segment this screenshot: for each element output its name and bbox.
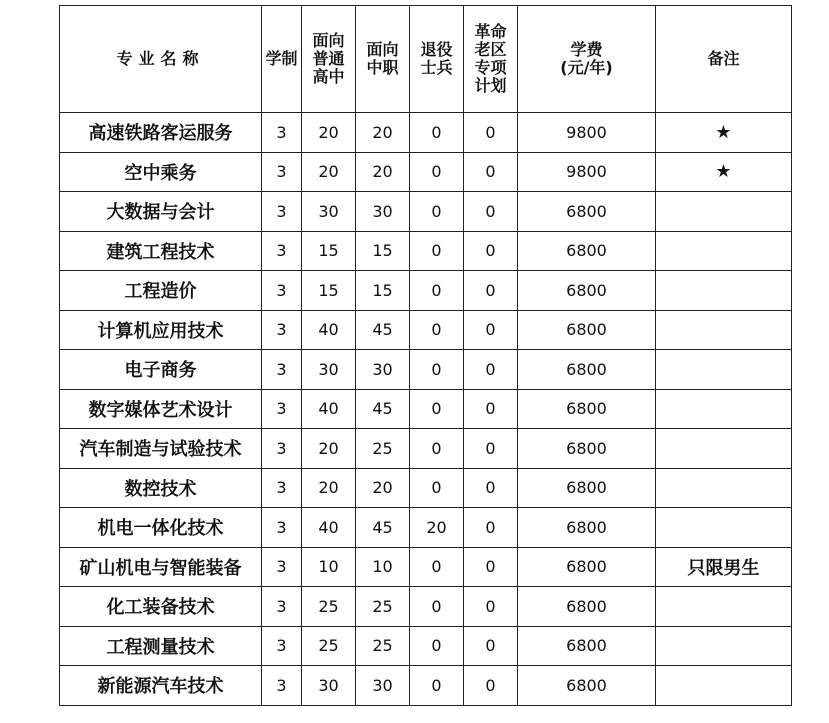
- cell-general-quota: 25: [302, 626, 356, 666]
- cell-revolution-quota: 0: [464, 547, 518, 587]
- header-general-highschool: [302, 6, 356, 113]
- cell-length: 3: [262, 192, 302, 232]
- table-row: [60, 389, 792, 429]
- cell-length: 3: [262, 468, 302, 508]
- cell-note: [656, 468, 792, 508]
- cell-major-name: 矿山机电与智能装备: [60, 547, 262, 587]
- cell-note: ★: [656, 113, 792, 153]
- cell-general-quota: 30: [302, 666, 356, 706]
- cell-general-quota: 20: [302, 468, 356, 508]
- cell-tuition: 6800: [518, 310, 656, 350]
- cell-revolution-quota: 0: [464, 389, 518, 429]
- cell-note: [656, 231, 792, 271]
- table-row: [60, 152, 792, 192]
- cell-tuition: 6800: [518, 468, 656, 508]
- cell-veteran-quota: 0: [410, 389, 464, 429]
- cell-revolution-quota: 0: [464, 310, 518, 350]
- header-row: [60, 6, 792, 113]
- table-row: [60, 508, 792, 548]
- cell-vocational-quota: 20: [356, 152, 410, 192]
- cell-general-quota: 15: [302, 231, 356, 271]
- cell-veteran-quota: 20: [410, 508, 464, 548]
- header-revolution-line: 专项: [474, 58, 507, 77]
- cell-vocational-quota: 25: [356, 429, 410, 469]
- cell-tuition: 6800: [518, 508, 656, 548]
- cell-vocational-quota: 30: [356, 192, 410, 232]
- cell-revolution-quota: 0: [464, 508, 518, 548]
- cell-length: 3: [262, 389, 302, 429]
- table-row: [60, 429, 792, 469]
- cell-veteran-quota: 0: [410, 429, 464, 469]
- cell-length: 3: [262, 626, 302, 666]
- cell-general-quota: 20: [302, 429, 356, 469]
- cell-veteran-quota: 0: [410, 587, 464, 627]
- cell-length: 3: [262, 547, 302, 587]
- cell-length: 3: [262, 429, 302, 469]
- cell-tuition: 6800: [518, 429, 656, 469]
- cell-general-quota: 40: [302, 310, 356, 350]
- cell-note: [656, 310, 792, 350]
- cell-tuition: 6800: [518, 231, 656, 271]
- cell-note: [656, 626, 792, 666]
- header-vocational-line: 面向: [366, 40, 399, 59]
- header-vocational-line: 中职: [366, 58, 399, 77]
- cell-vocational-quota: 20: [356, 468, 410, 508]
- cell-tuition: 6800: [518, 587, 656, 627]
- cell-tuition: 6800: [518, 389, 656, 429]
- cell-veteran-quota: 0: [410, 468, 464, 508]
- table-row: [60, 113, 792, 153]
- cell-veteran-quota: 0: [410, 310, 464, 350]
- cell-length: 3: [262, 508, 302, 548]
- cell-major-name: 电子商务: [60, 350, 262, 390]
- table-row: [60, 666, 792, 706]
- header-revolution-plan: [464, 6, 518, 113]
- cell-major-name: 机电一体化技术: [60, 508, 262, 548]
- table-row: [60, 626, 792, 666]
- cell-general-quota: 30: [302, 350, 356, 390]
- cell-general-quota: 20: [302, 152, 356, 192]
- cell-veteran-quota: 0: [410, 271, 464, 311]
- cell-note: [656, 429, 792, 469]
- header-veteran-line: 退役: [420, 40, 453, 59]
- cell-general-quota: 15: [302, 271, 356, 311]
- cell-revolution-quota: 0: [464, 429, 518, 469]
- cell-tuition: 6800: [518, 626, 656, 666]
- cell-veteran-quota: 0: [410, 152, 464, 192]
- header-vocational: [356, 6, 410, 113]
- cell-veteran-quota: 0: [410, 231, 464, 271]
- cell-length: 3: [262, 350, 302, 390]
- cell-length: 3: [262, 152, 302, 192]
- cell-revolution-quota: 0: [464, 468, 518, 508]
- cell-revolution-quota: 0: [464, 152, 518, 192]
- table-row: [60, 547, 792, 587]
- header-revolution-line: 老区: [474, 40, 507, 59]
- cell-revolution-quota: 0: [464, 626, 518, 666]
- cell-note: [656, 350, 792, 390]
- table-body: [60, 113, 792, 706]
- cell-revolution-quota: 0: [464, 113, 518, 153]
- cell-note: [656, 389, 792, 429]
- table-row: [60, 192, 792, 232]
- enrollment-table: [59, 5, 792, 706]
- header-tuition-line: 学费: [570, 40, 603, 59]
- cell-note: [656, 666, 792, 706]
- cell-general-quota: 25: [302, 587, 356, 627]
- cell-note: [656, 508, 792, 548]
- cell-major-name: 化工装备技术: [60, 587, 262, 627]
- header-major: 专业名称: [60, 6, 262, 113]
- cell-major-name: 计算机应用技术: [60, 310, 262, 350]
- header-notes: 备注: [656, 6, 792, 113]
- cell-vocational-quota: 25: [356, 587, 410, 627]
- cell-major-name: 空中乘务: [60, 152, 262, 192]
- cell-major-name: 工程测量技术: [60, 626, 262, 666]
- cell-vocational-quota: 20: [356, 113, 410, 153]
- cell-vocational-quota: 30: [356, 666, 410, 706]
- header-general-line: 高中: [312, 67, 345, 86]
- cell-general-quota: 20: [302, 113, 356, 153]
- cell-major-name: 数字媒体艺术设计: [60, 389, 262, 429]
- cell-tuition: 9800: [518, 152, 656, 192]
- cell-major-name: 汽车制造与试验技术: [60, 429, 262, 469]
- cell-tuition: 6800: [518, 192, 656, 232]
- cell-major-name: 工程造价: [60, 271, 262, 311]
- cell-length: 3: [262, 113, 302, 153]
- cell-vocational-quota: 15: [356, 271, 410, 311]
- cell-major-name: 数控技术: [60, 468, 262, 508]
- table-row: [60, 310, 792, 350]
- cell-veteran-quota: 0: [410, 192, 464, 232]
- cell-vocational-quota: 45: [356, 310, 410, 350]
- cell-revolution-quota: 0: [464, 587, 518, 627]
- cell-revolution-quota: 0: [464, 666, 518, 706]
- cell-veteran-quota: 0: [410, 350, 464, 390]
- header-revolution-line: 革命: [474, 22, 507, 41]
- cell-length: 3: [262, 587, 302, 627]
- cell-vocational-quota: 30: [356, 350, 410, 390]
- header-general-line: 面向: [312, 31, 345, 50]
- table-row: [60, 271, 792, 311]
- cell-revolution-quota: 0: [464, 271, 518, 311]
- cell-vocational-quota: 15: [356, 231, 410, 271]
- header-veteran: [410, 6, 464, 113]
- cell-vocational-quota: 45: [356, 508, 410, 548]
- cell-veteran-quota: 0: [410, 113, 464, 153]
- cell-tuition: 6800: [518, 666, 656, 706]
- cell-major-name: 建筑工程技术: [60, 231, 262, 271]
- table-row: [60, 468, 792, 508]
- table-row: [60, 350, 792, 390]
- cell-note: 只限男生: [656, 547, 792, 587]
- cell-veteran-quota: 0: [410, 547, 464, 587]
- cell-general-quota: 30: [302, 192, 356, 232]
- cell-revolution-quota: 0: [464, 231, 518, 271]
- cell-length: 3: [262, 271, 302, 311]
- enrollment-table-wrapper: [59, 5, 792, 706]
- cell-general-quota: 10: [302, 547, 356, 587]
- cell-length: 3: [262, 231, 302, 271]
- cell-vocational-quota: 45: [356, 389, 410, 429]
- header-tuition-line: (元/年): [560, 58, 613, 77]
- cell-revolution-quota: 0: [464, 350, 518, 390]
- cell-veteran-quota: 0: [410, 666, 464, 706]
- cell-major-name: 大数据与会计: [60, 192, 262, 232]
- cell-note: ★: [656, 152, 792, 192]
- cell-tuition: 6800: [518, 547, 656, 587]
- header-tuition: [518, 6, 656, 113]
- cell-major-name: 新能源汽车技术: [60, 666, 262, 706]
- header-length: 学制: [262, 6, 302, 113]
- cell-tuition: 6800: [518, 271, 656, 311]
- cell-vocational-quota: 10: [356, 547, 410, 587]
- cell-tuition: 6800: [518, 350, 656, 390]
- cell-general-quota: 40: [302, 508, 356, 548]
- cell-length: 3: [262, 666, 302, 706]
- header-revolution-line: 计划: [474, 76, 507, 95]
- cell-note: [656, 271, 792, 311]
- table-row: [60, 231, 792, 271]
- table-row: [60, 587, 792, 627]
- cell-note: [656, 192, 792, 232]
- cell-veteran-quota: 0: [410, 626, 464, 666]
- header-general-line: 普通: [312, 49, 345, 68]
- cell-note: [656, 587, 792, 627]
- cell-revolution-quota: 0: [464, 192, 518, 232]
- cell-tuition: 9800: [518, 113, 656, 153]
- cell-general-quota: 40: [302, 389, 356, 429]
- cell-vocational-quota: 25: [356, 626, 410, 666]
- header-veteran-line: 士兵: [420, 58, 453, 77]
- cell-length: 3: [262, 310, 302, 350]
- cell-major-name: 高速铁路客运服务: [60, 113, 262, 153]
